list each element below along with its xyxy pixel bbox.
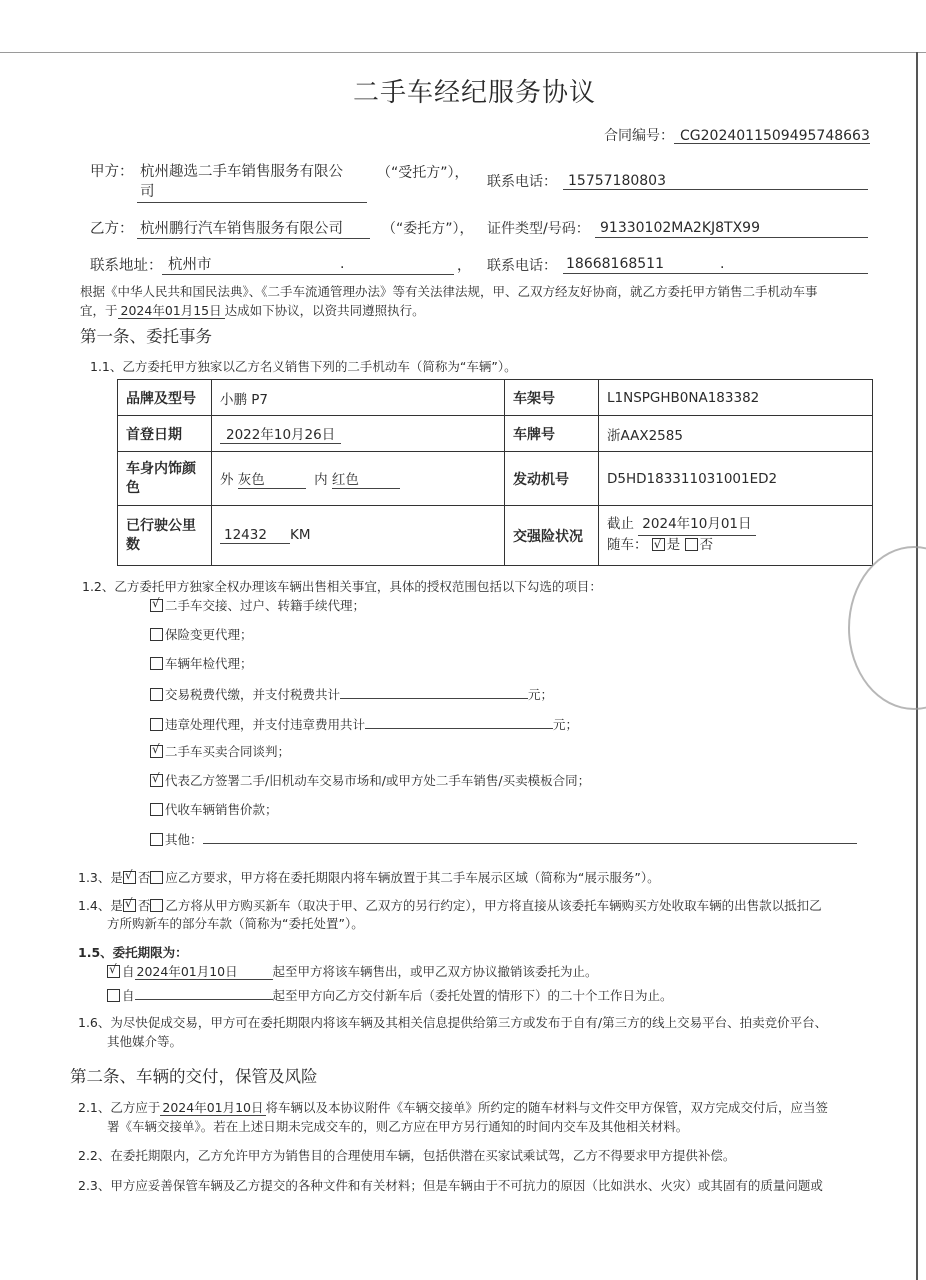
auth-item-1-label: 保险变更代理； — [165, 627, 253, 642]
violation-amount-field[interactable] — [365, 716, 553, 729]
party-b-address-dot: . — [340, 256, 345, 272]
insurance-yes-label: 是 — [666, 537, 681, 553]
clause-2-2: 2.2、在委托期限内，乙方允许甲方为销售目的合理使用车辆，包括供潜在买家试乘试驾，乙方不得要求甲方提供补偿。 — [78, 1148, 736, 1163]
clause-2-3: 2.3、甲方应妥善保管车辆及乙方提交的各种文件和有关材料；但是车辆由于不可抗力的原因（比如洪水、火灾）或其固有的质量问题或 — [78, 1178, 823, 1193]
auth-item-2-label: 车辆年检代理； — [165, 656, 253, 671]
color-label — [118, 452, 212, 506]
insurance-cell — [599, 506, 873, 566]
color-label-line1: 车身内饰颜 — [126, 460, 196, 477]
clause-1-2: 1.2、乙方委托甲方独家全权办理该车辆出售相关事宜，具体的授权范围包括以下勾选的项目： — [82, 579, 602, 594]
party-b-address-comma: ， — [457, 258, 471, 274]
engine-value: D5HD183311031001ED2 — [599, 452, 873, 506]
clause-1-3-no-label: 否 — [137, 870, 151, 885]
engine-label: 发动机号 — [505, 452, 599, 506]
auth-item-0 — [150, 599, 365, 613]
insurance-with-label: 随车： — [607, 537, 648, 553]
insurance-no-label: 否 — [699, 537, 714, 553]
clause-1-3-no-checkbox[interactable] — [150, 871, 163, 884]
article-2-title: 第二条、车辆的交付，保管及风险 — [70, 1067, 318, 1086]
auth-item-4 — [150, 716, 578, 732]
auth-item-0-label: 二手车交接、过户、转籍手续代理； — [165, 598, 366, 613]
auth-item-4-suffix: 元； — [553, 717, 579, 732]
intro-line2 — [80, 305, 425, 319]
reg-date-value: 2022年10月26日 — [220, 423, 341, 444]
intro-line1: 根据《中华人民共和国民法典》、《二手车流通管理办法》等有关法律法规，甲、乙双方经友好协商，就乙方委托甲方销售二手机动车事 — [80, 284, 818, 299]
term-option-1 — [107, 965, 598, 980]
mileage-label-line1: 已行驶公里 — [126, 517, 196, 534]
clause-1-6-line1: 1.6、为尽快促成交易，甲方可在委托期限内将该车辆及其相关信息提供给第三方或发布于自有/第三方的线上交易平台、拍卖竞价平台、 — [78, 1015, 828, 1030]
term-option-2-date-field[interactable] — [135, 987, 273, 1000]
exterior-label: 外 — [220, 472, 234, 488]
term-option-2-checkbox[interactable] — [107, 989, 120, 1002]
brand-label: 品牌及型号 — [118, 380, 212, 416]
term-option-1-date: 2024年01月10日 — [135, 966, 273, 980]
auth-item-8 — [150, 831, 857, 847]
clause-2-1-pre: 2.1、乙方应于 — [78, 1100, 161, 1115]
clause-2-1-line2: 署《车辆交接单》。若在上述日期未完成交车的，则乙方应在甲方另行通知的时间内交车及其他相关材料。 — [107, 1119, 689, 1134]
term-option-2-text: 起至甲方向乙方交付新车后（委托处置的情形下）的二十个工作日为止。 — [272, 988, 673, 1003]
party-a-name-line2: 司 — [140, 184, 155, 200]
contract-number-row — [604, 129, 870, 144]
vehicle-info-table — [117, 379, 873, 566]
auth-item-4-label: 违章处理代理，并支付违章费用共计 — [165, 717, 366, 732]
auth-item-7 — [150, 803, 278, 817]
reg-date-label: 首登日期 — [118, 416, 212, 452]
clause-1-3-num: 1.3、 — [78, 870, 111, 885]
party-b-label: 乙方： — [90, 221, 134, 237]
party-b-phone-label: 联系电话： — [487, 258, 557, 274]
contract-number: CG2024011509495748663 — [674, 129, 870, 144]
auth-item-3-checkbox[interactable] — [150, 688, 163, 701]
party-b-id: 91330102MA2KJ8TX99 — [600, 220, 760, 236]
party-a-phone: 15757180803 — [568, 173, 666, 189]
clause-1-5-title: 1.5、委托期限为： — [78, 945, 188, 960]
clause-1-4-text: 乙方将从甲方购买新车（取决于甲、乙双方的另行约定），甲方将直接从该委托车辆购买方处收取车辆的出售款以抵扣乙 — [165, 898, 822, 913]
auth-item-6 — [150, 774, 590, 788]
auth-item-8-label: 其他： — [165, 832, 203, 847]
clause-1-4-line2: 方所购新车的部分车款（简称为“委托处置”）。 — [107, 916, 364, 931]
intro-line2-pre: 宜，于 — [80, 303, 118, 318]
term-option-2 — [107, 987, 673, 1003]
clause-1-4-yes-checkbox[interactable] — [123, 899, 136, 912]
insurance-no-checkbox[interactable] — [685, 538, 698, 551]
document-title: 二手车经纪服务协议 — [353, 78, 597, 108]
clause-1-3-text: 应乙方要求，甲方将在委托期限内将车辆放置于其二手车展示区域（简称为“展示服务”）。 — [165, 870, 660, 885]
auth-item-1 — [150, 628, 253, 642]
party-a-label: 甲方： — [90, 164, 134, 180]
party-a-name-underline — [137, 202, 367, 203]
auth-item-5-label: 二手车买卖合同谈判； — [165, 744, 291, 759]
color-cell — [212, 452, 505, 506]
vin-label: 车架号 — [505, 380, 599, 416]
party-b-phone-underline — [563, 273, 868, 274]
party-b-address-label: 联系地址： — [90, 258, 163, 274]
table-row — [118, 452, 873, 506]
intro-date: 2024年01月15日 — [118, 305, 225, 319]
party-a-phone-underline — [563, 189, 868, 190]
party-b-address-underline — [162, 274, 454, 275]
party-a-role: （“受托方”）， — [377, 165, 469, 181]
term-option-2-from: 自 — [122, 988, 135, 1003]
clause-1-4-no-checkbox[interactable] — [150, 899, 163, 912]
term-option-1-text: 起至甲方将该车辆售出，或甲乙双方协议撤销该委托为止。 — [272, 964, 598, 979]
party-b-address: 杭州市 — [168, 257, 212, 273]
mileage-label-line2: 数 — [126, 536, 140, 553]
auth-item-7-label: 代收车辆销售价款； — [165, 802, 278, 817]
auth-item-5-checkbox[interactable] — [150, 745, 163, 758]
article-1-title: 第一条、委托事务 — [80, 327, 212, 346]
reg-date-cell — [212, 416, 505, 452]
insurance-until-label: 截止 — [607, 516, 634, 533]
table-row — [118, 416, 873, 452]
insurance-yes-checkbox[interactable] — [652, 538, 665, 551]
auth-item-5 — [150, 745, 290, 759]
table-row — [118, 506, 873, 566]
auth-item-3 — [150, 686, 553, 702]
auth-item-4-checkbox[interactable] — [150, 718, 163, 731]
auth-item-3-label: 交易税费代缴，并支付税费共计 — [165, 687, 341, 702]
exterior-color: 灰色 — [238, 468, 306, 489]
auth-item-7-checkbox[interactable] — [150, 803, 163, 816]
term-option-1-from: 自 — [122, 964, 135, 979]
party-b-name-underline — [137, 238, 370, 239]
term-option-1-checkbox[interactable] — [107, 965, 120, 978]
vin-value: L1NSPGHB0NA183382 — [599, 380, 873, 416]
party-b-name: 杭州鹏行汽车销售服务有限公司 — [140, 221, 343, 237]
party-b-id-label: 证件类型/号码： — [487, 221, 590, 237]
auth-item-3-suffix: 元； — [528, 687, 554, 702]
auth-item-2-checkbox[interactable] — [150, 657, 163, 670]
clause-1-3-yes-label: 是 — [110, 870, 123, 885]
plate-value: 浙AAX2585 — [599, 416, 873, 452]
mileage-value: 12432 — [220, 527, 290, 544]
other-field[interactable] — [203, 831, 857, 844]
clause-2-1-post: 将车辆以及本协议附件《车辆交接单》所约定的随车材料与文件交甲方保管，双方完成交付后，应当签 — [265, 1100, 829, 1115]
insurance-until-date: 2024年10月01日 — [638, 515, 755, 536]
clause-1-3 — [78, 871, 660, 885]
clause-1-4-yes-label: 是 — [110, 898, 123, 913]
auth-item-1-checkbox[interactable] — [150, 628, 163, 641]
party-a-phone-label: 联系电话： — [487, 174, 557, 190]
clause-1-4-num: 1.4、 — [78, 898, 111, 913]
clause-2-1-line1 — [78, 1102, 828, 1116]
tax-amount-field[interactable] — [340, 686, 528, 699]
mileage-label — [118, 506, 212, 566]
party-b-id-underline — [595, 237, 868, 238]
interior-label: 内 — [314, 472, 328, 488]
color-label-line2: 色 — [126, 479, 140, 496]
auth-item-6-label: 代表乙方签署二手/旧机动车交易市场和/或甲方处二手车销售/买卖模板合同； — [165, 773, 591, 788]
clause-1-1: 1.1、乙方委托甲方独家以乙方名义销售下列的二手机动车（简称为“车辆”）。 — [90, 359, 517, 374]
clause-2-1-date: 2024年01月10日 — [162, 1100, 264, 1115]
auth-item-0-checkbox[interactable] — [150, 599, 163, 612]
auth-item-6-checkbox[interactable] — [150, 774, 163, 787]
insurance-label: 交强险状况 — [505, 506, 599, 566]
table-row — [118, 380, 873, 416]
clause-1-3-yes-checkbox[interactable] — [123, 871, 136, 884]
auth-item-2 — [150, 657, 253, 671]
interior-color: 红色 — [332, 468, 400, 489]
mileage-cell — [212, 506, 505, 566]
clause-1-4-line1 — [78, 899, 822, 913]
party-b-phone-dot: . — [720, 256, 725, 272]
party-a-name-line1: 杭州趣选二手车销售服务有限公 — [140, 164, 343, 180]
intro-line2-post: 达成如下协议，以资共同遵照执行。 — [224, 303, 425, 318]
stamp-seal — [848, 546, 926, 710]
mileage-unit: KM — [290, 527, 311, 543]
clause-1-4-no-label: 否 — [137, 898, 151, 913]
page-top-rule — [0, 52, 926, 53]
plate-label: 车牌号 — [505, 416, 599, 452]
party-b-role: （“委托方”）， — [382, 221, 474, 237]
auth-item-8-checkbox[interactable] — [150, 833, 163, 846]
brand-value: 小鹏 P7 — [212, 380, 505, 416]
contract-number-label: 合同编号： — [604, 128, 674, 144]
party-b-phone: 18668168511 — [566, 256, 664, 272]
clause-1-6-line2: 其他媒介等。 — [107, 1034, 183, 1049]
